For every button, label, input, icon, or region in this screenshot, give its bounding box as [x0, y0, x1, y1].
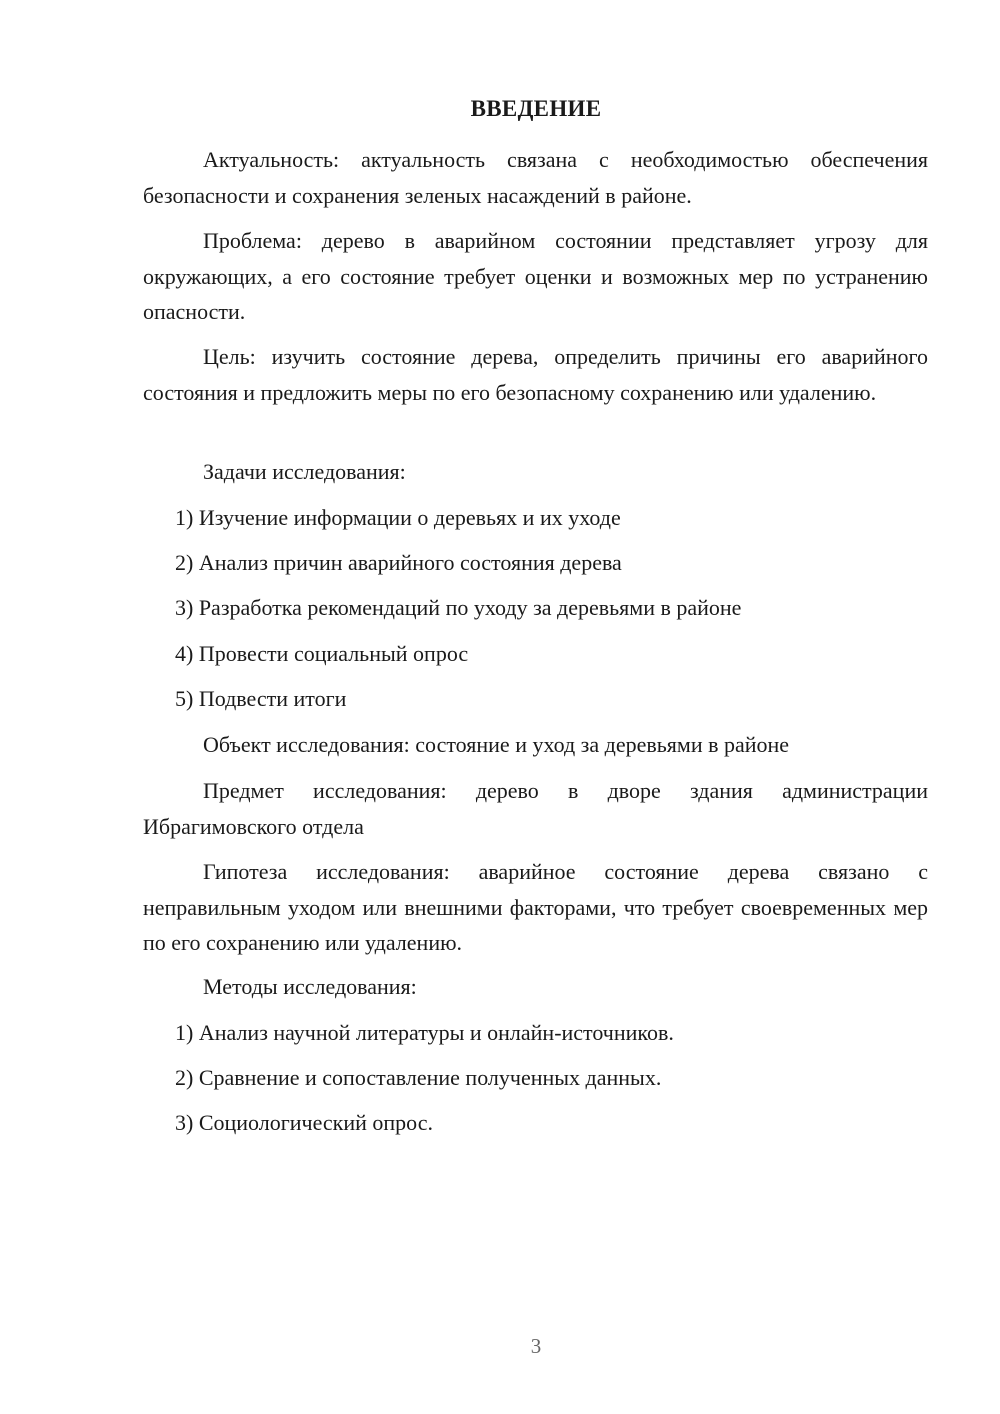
task-item: 2) Анализ причин аварийного состояния дерева: [175, 550, 622, 575]
methods-heading: Методы исследования:: [203, 974, 417, 999]
tasks-heading: Задачи исследования:: [203, 459, 406, 484]
task-item: 5) Подвести итоги: [175, 686, 347, 711]
method-item: 3) Социологический опрос.: [175, 1110, 433, 1135]
task-item: 3) Разработка рекомендаций по уходу за деревьями в районе: [175, 595, 742, 620]
paragraph-goal: Цель: изучить состояние дерева, определить причины его аварийного состояния и предложить меры по его безопасному сохранению или удалению.: [143, 344, 928, 405]
paragraph-actuality: Актуальность: актуальность связана с необходимостью обеспечения безопасности и сохранения зеленых насаждений в районе.: [143, 147, 928, 208]
task-item: 1) Изучение информации о деревьях и их уходе: [175, 505, 621, 530]
method-item: 1) Анализ научной литературы и онлайн-источников.: [175, 1020, 674, 1045]
page-number: 3: [530, 1334, 542, 1358]
paragraph-object: Объект исследования: состояние и уход за деревьями в районе: [203, 732, 790, 757]
method-item: 2) Сравнение и сопоставление полученных данных.: [175, 1065, 662, 1090]
paragraph-subject: Предмет исследования: дерево в дворе здания администрации Ибрагимовского отдела: [143, 778, 928, 839]
paragraph-hypothesis: Гипотеза исследования: аварийное состояние дерева связано с неправильным уходом или внешними факторами, что требует своевременных мер по его сохранению или удалению.: [143, 859, 928, 955]
paragraph-problem: Проблема: дерево в аварийном состоянии представляет угрозу для окружающих, а его состояние требует оценки и возможных мер по устранению опасности.: [143, 228, 928, 324]
page-title: ВВЕДЕНИЕ: [470, 96, 602, 121]
task-item: 4) Провести социальный опрос: [175, 641, 469, 666]
